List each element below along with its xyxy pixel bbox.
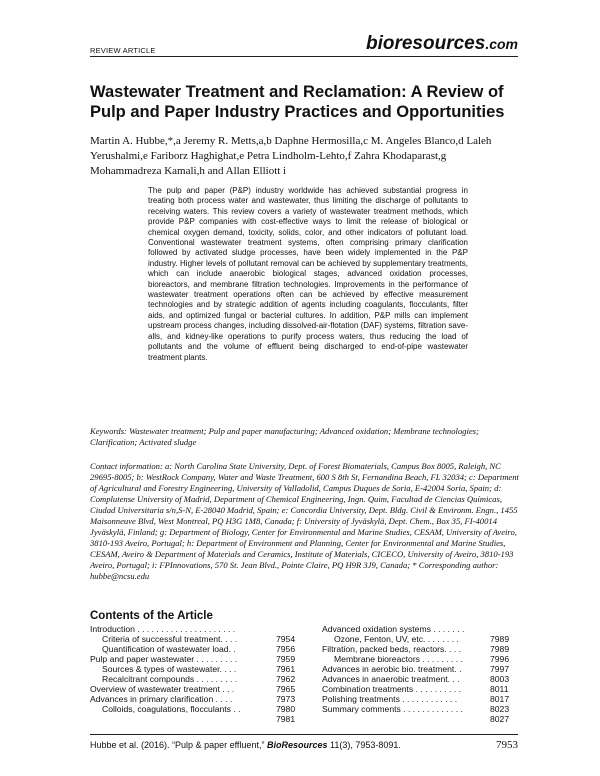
toc-entry-label: Advanced oxidation systems . . . . . . . [322,624,465,634]
journal-site-logo[interactable] [366,33,518,55]
site-domain: .com [485,36,518,52]
toc-entry[interactable] [322,654,522,664]
toc-entry-page: 8011 [490,684,509,694]
toc-entry[interactable] [322,634,522,644]
toc-entry-label: Advances in aerobic bio. treatment. . [322,664,462,674]
header-divider [90,56,518,57]
toc-entry[interactable] [90,714,296,724]
toc-entry-label: Membrane bioreactors . . . . . . . . . [334,654,463,664]
toc-entry-label: Advances in anaerobic treatment. . . [322,674,460,684]
toc-entry[interactable] [90,674,296,684]
toc-entry-label: Criteria of successful treatment. . . . [102,634,238,644]
toc-heading: Contents of the Article [90,610,213,622]
toc-entry-label: Colloids, coagulations, flocculants . . [102,704,241,714]
toc-entry-page: 7989 [490,644,510,654]
author-list: Martin A. Hubbe,*,a Jeremy R. Metts,a,b Daphne Hermosilla,c M. Angeles Blanco,d Laleh Yerushalmi,e Fariborz Haghighat,e Petra Lindholm-Lehto,f Zahra Khodaparast,g Mohammadreza Kamali,h and Allan Elliott i [90,135,492,177]
toc-entry[interactable] [90,634,296,644]
toc-entry-page: 7961 [276,664,296,674]
toc-entry[interactable] [322,714,522,724]
toc-entry[interactable] [90,704,296,714]
toc-left-column [90,624,296,724]
toc-entry[interactable] [322,624,522,634]
toc-entry-label: Sources & types of wastewater. . . . [102,664,237,674]
toc-entry-label: Filtration, packed beds, reactors. . . . [322,644,461,654]
toc-entry-label: Combination treatments . . . . . . . . . . [322,684,461,694]
toc-entry[interactable] [322,694,522,704]
toc-entry-page: 7997 [490,664,510,674]
toc-entry[interactable] [90,684,296,694]
footer-citation: Hubbe et al. (2016). “Pulp & paper effluent,” [90,740,265,750]
toc-entry-page: 7962 [276,674,296,684]
toc-entry-page: 8023 [490,704,510,714]
page-number: 7953 [496,739,518,751]
article-title: Wastewater Treatment and Reclamation: A Review of Pulp and Paper Industry Practices and Opportunities [90,83,505,121]
toc-entry[interactable] [90,654,296,664]
toc-entry-label: Polishing treatments . . . . . . . . . . . . [322,694,458,704]
toc-entry-label: Introduction . . . . . . . . . . . . . . . . . . . . . [90,624,236,634]
toc-entry[interactable] [322,684,522,694]
toc-entry-page: 7996 [490,654,510,664]
article-type-label: REVIEW ARTICLE [90,46,156,55]
toc-entry-label: Pulp and paper wastewater . . . . . . . . . [90,654,238,664]
footer-divider [90,734,518,735]
toc-entry[interactable] [322,704,522,714]
toc-entry-page: 7981 [276,714,296,724]
toc-entry[interactable] [322,644,522,654]
toc-entry[interactable] [90,694,296,704]
toc-entry-label: Advances in primary clarification . . . . [90,694,233,704]
footer-volume: 11(3), 7953-8091. [330,740,401,750]
toc-entry[interactable] [322,664,522,674]
toc-entry-label: Summary comments . . . . . . . . . . . . . [322,704,463,714]
footer-journal: BioResources [266,740,328,750]
toc-entry-page: 7965 [276,684,296,694]
toc-entry-page: 7989 [490,634,510,644]
toc-entry[interactable] [90,644,296,654]
toc-entry[interactable] [90,664,296,674]
toc-entry[interactable] [90,624,270,634]
abstract: The pulp and paper (P&P) industry worldwide has achieved substantial progress in treating both process water and wastewater, thus limiting the discharge of pollutants to receiving waters. This review covers a variety of wastewater treatment methods, which provide P&P companies with cost-effective ways to limit the release of biological or chemical oxygen demand, toxicity, solids, color, and other indicators of pollutant load. Conventional wastewater treatment systems, often comprising primary clarification followed by activated sludge processes, have been widely implemented in the P&P industry. Higher levels of pollutant removal can be achieved by supplementary treatments, which can include anaerobic biological stages, advanced oxidation processes, bioreactors, and membrane filtration technologies. Improvements in the performance of wastewater treatment operations often can be achieved by effective measurement technologies and by strategic addition of agents including coagulants, flocculants, filter aids, and optimized fungal or bacterial cultures. In addition, P&P mills can implement upstream process changes, including dissolved-air-flotation (DAF) systems, filtration save-alls, and kidney-like operations to purify process waters, thus reducing the load of pollutants and the volume of effluent being discharged to end-of-pipe wastewater treatment plants. [148,186,468,362]
keywords: Keywords: Wastewater treatment; Pulp and paper manufacturing; Advanced oxidation; Membrane technologies; Clarification; Activated sludge [90,426,479,447]
toc-right-column [322,624,522,724]
toc-entry[interactable] [322,674,522,684]
contact-information: Contact information: a: North Carolina State University, Dept. of Forest Biomaterials, Campus Box 8005, Raleigh, NC 29695-8005; b: WestRock Company, Water and Waste Treatment, 600 S 8th St, Fernandina Beach, FL 32034; c: Department of Agricultural and Forestry Engineering, University of Valladolid, Campus Duques de Soria, E-42004 Soria, Spain; d: Complutense University of Madrid, Department of Chemical Engineering, Ingn. Quim, Facultad de Ciencias Químicas, Ciudad Universitaria s/n,S-N, E-28040 Madrid, Spain; e: Concordia University, Dept. Bldg. Civil & Environm. Engn., 1455 Maisonneuve Blvd, West Montreal, PQ H3G 1M8, Canada; f: University of Jyväskylä, Dept. Chem., Box 35, FI-40014 Jyväskylä, Finland; g: Department of Biology, Center for Environmental and Marine Studies, CESAM, University of Aveiro, 3810-193 Aveiro, Portugal; h: Department of Environment and Planning, Center for Environmental and Marine Studies, CESAM, Aveiro & Department of Materials and Ceramics, Institute of Materials, CICECO, University of Aveiro, 3810-193 Aveiro, Portugal; i: FPInnovations, 570 St. Jean Blvd., Pointe Claire, PQ H9R 3J9, Canada; * Corresponding author: hubbe@ncsu.edu [90,461,519,581]
citation-footer [90,740,401,750]
toc-entry-page: 7980 [276,704,296,714]
toc-entry-page: 7954 [276,634,296,644]
toc-entry-label: Overview of wastewater treatment . . . [90,684,235,694]
toc-entry-label: Recalcitrant compounds . . . . . . . . . [102,674,238,684]
toc-entry-label: Quantification of wastewater load. . [102,644,236,654]
toc-entry-page: 8027 [490,714,510,724]
toc-entry-label: Ozone, Fenton, UV, etc. . . . . . . . [334,634,459,644]
toc-entry-page: 7959 [276,654,296,664]
toc-entry-page: 7973 [276,694,296,704]
toc-entry-page: 8003 [490,674,510,684]
toc-entry-page: 8017 [490,694,510,704]
toc-entry-page: 7956 [276,644,296,654]
site-name: bioresources [365,33,486,54]
